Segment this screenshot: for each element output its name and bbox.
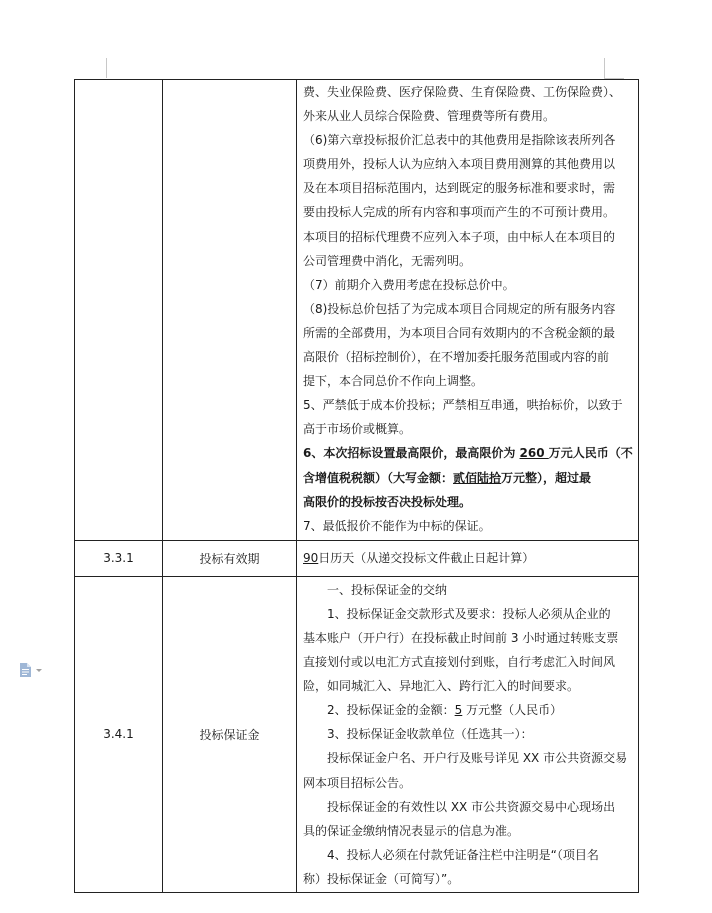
max-price-line-3: 高限价的投标按否决投标处理。 (303, 494, 472, 509)
crop-mark-right (604, 58, 605, 78)
row1-content-cell (297, 80, 639, 541)
text-line: 投标保证金户名、开户行及账号详见 XX 市公共资源交易 (327, 751, 628, 766)
text-line: 险，如同城汇入、异地汇入、跨行汇入的时间要求。 (303, 679, 580, 694)
row3-content-cell (297, 576, 639, 892)
validity-description: 日历天（从递交投标文件截止日起计算） (318, 551, 535, 566)
table-row-bid-bond (75, 576, 639, 892)
max-price-unit: 万元人民币（不 (548, 446, 633, 461)
tender-terms-table (74, 79, 639, 893)
max-price-capital-label: 含增值税税额）（大写金额： (303, 470, 454, 485)
max-price-capital-unit: 万元整），超过最 (501, 470, 592, 485)
bond-amount-label: 2、投标保证金的金额： (327, 703, 455, 718)
text-line: 及在本项目招标范围内，达到既定的服务标准和要求时，需 (303, 181, 616, 196)
row3-item-cell: 投标保证金 (163, 576, 297, 892)
text-line: 公司管理费中消化，无需列明。 (303, 253, 472, 268)
document-icon[interactable] (19, 662, 47, 676)
text-line: 高于市场价或概算。 (303, 422, 412, 437)
table-row-validity (75, 540, 639, 576)
row2-number-cell: 3.3.1 (75, 540, 163, 576)
bond-amount-value: 5 (454, 703, 463, 718)
text-line: 所需的全部费用，为本项目合同有效期内的不含税金额的最 (303, 325, 616, 340)
text-line: 称）投标保证金（可简写）”。 (303, 871, 460, 886)
text-line: 7、最低报价不能作为中标的保证。 (303, 518, 491, 533)
text-line: 提下，本合同总价不作向上调整。 (303, 374, 484, 389)
bond-amount-line (303, 698, 633, 722)
text-line: 费、失业保险费、医疗保险费、生育保险费、工伤保险费）、 (303, 85, 622, 99)
max-price-capital-amount: 贰佰陆拾 (453, 470, 502, 485)
table-row-pricing (75, 80, 639, 541)
text-line: （6)第六章投标报价汇总表中的其他费用是指除该表所列各 (303, 133, 616, 148)
text-line: 具的保证金缴纳情况表显示的信息为准。 (303, 823, 520, 838)
text-line: 3、投标保证金收款单位（任选其一）： (327, 727, 533, 742)
text-line: 基本账户（开户行）在投标截止时间前 3 小时通过转账支票 (303, 630, 619, 645)
text-line: 一、投标保证金的交纳 (327, 582, 448, 597)
validity-days: 90 (303, 551, 319, 566)
max-price-text: 6、本次招标设置最高限价，最高限价为 (303, 446, 520, 461)
max-price-line-1 (303, 441, 633, 465)
text-line: 1、投标保证金交款形式及要求：投标人必须从企业的 (327, 606, 611, 621)
text-line: 5、严禁低于成本价投标；严禁相互串通，哄抬标价，以致于 (303, 398, 623, 413)
crop-mark-left (106, 58, 107, 78)
text-line: 本项目的招标代理费不应列入本子项，由中标人在本项目的 (303, 229, 616, 244)
row1-item-cell (163, 80, 297, 541)
row1-number-cell (75, 80, 163, 541)
text-line: 外来从业人员综合保险费、管理费等所有费用。 (303, 109, 556, 124)
text-line: 投标保证金的有效性以 XX 市公共资源交易中心现场出 (327, 799, 616, 814)
max-price-line-2 (303, 466, 633, 490)
row2-content-cell (297, 540, 639, 576)
row2-item-cell: 投标有效期 (163, 540, 297, 576)
text-line: （8)投标总价包括了为完成本项目合同规定的所有服务内容 (303, 301, 616, 316)
text-line: 直接划付或以电汇方式直接划付到账，自行考虑汇入时间风 (303, 655, 616, 670)
validity-text (303, 546, 633, 570)
max-price-amount: 260 (519, 446, 549, 461)
bond-amount-unit: 万元整（人民币） (462, 703, 563, 718)
text-line: 项费用外，投标人认为应纳入本项目费用测算的其他费用以 (303, 157, 616, 172)
text-line: 要由投标人完成的所有内容和事项而产生的不可预计费用。 (303, 205, 616, 220)
text-line: 网本项目招标公告。 (303, 775, 412, 790)
row3-number-cell: 3.4.1 (75, 576, 163, 892)
text-line: 高限价（招标控制价），在不增加委托服务范围或内容的前 (303, 350, 610, 365)
text-line: 4、投标人必须在付款凭证备注栏中注明是“（项目名 (327, 847, 599, 862)
text-line: （7）前期介入费用考虑在投标总价中。 (303, 277, 515, 292)
